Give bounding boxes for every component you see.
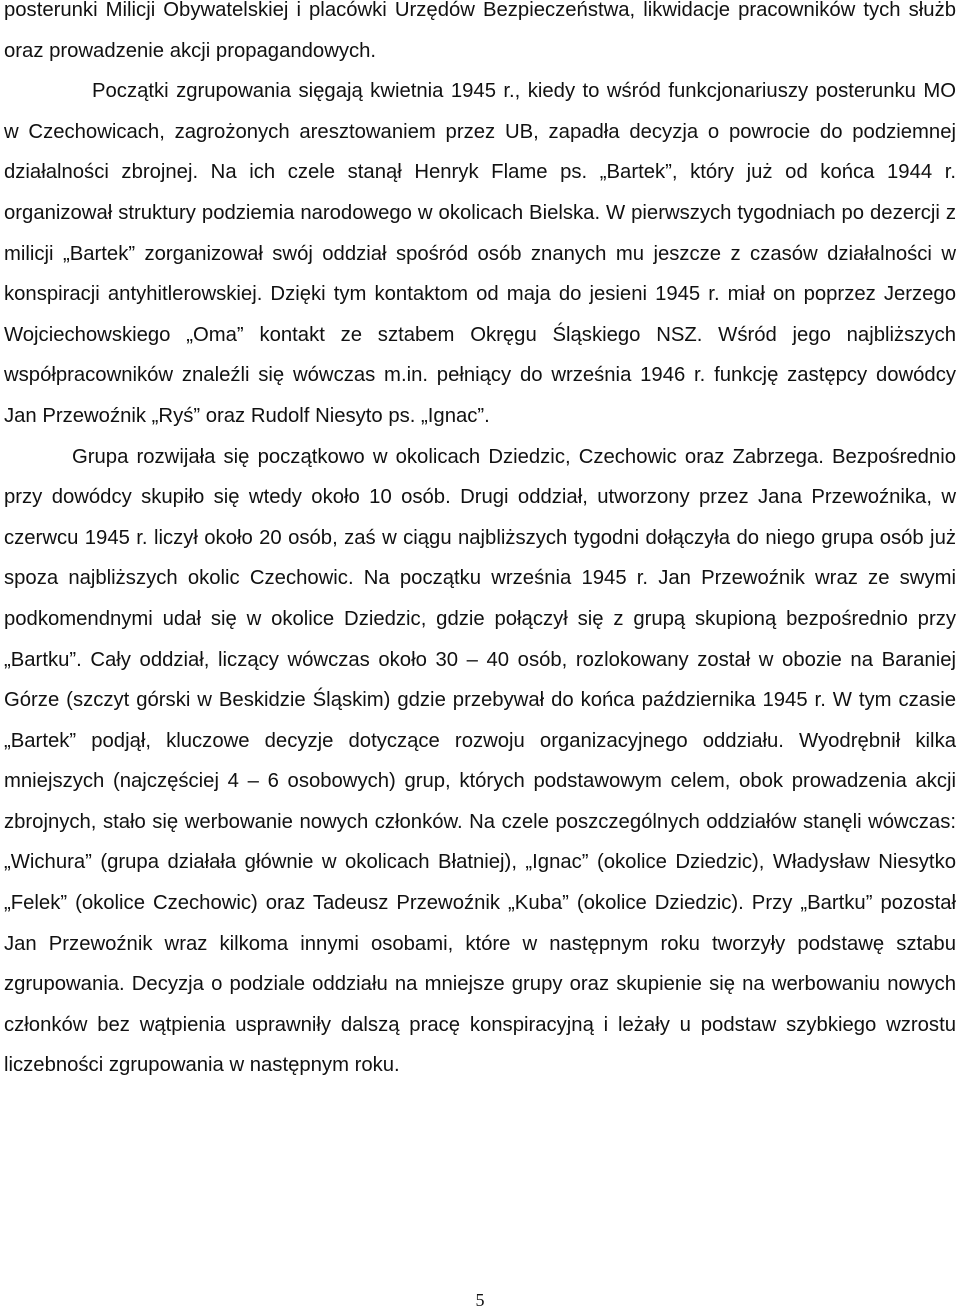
document-body (4, 0, 956, 1086)
paragraph-development: Grupa rozwijała się początkowo w okolicach Dziedzic, Czechowic oraz Zabrzega. Bezpośrednio przy dowódcy skupiło się wtedy około 10 osób. Drugi oddział, utworzony przez Jana Przewoźnika, w czerwcu 1945 r. liczył około 20 osób, zaś w ciągu najbliższych tygodni dołączyła do niego grupa osób już spoza najbliższych okolic Czechowic. Na początku września 1945 r. Jan Przewoźnik wraz ze swymi podkomendnymi udał się w okolice Dziedzic, gdzie połączył się z grupą skupioną bezpośrednio przy „Bartku”. Cały oddział, liczący wówczas około 30 – 40 osób, rozlokowany został w obozie na Baraniej Górze (szczyt górski w Beskidzie Śląskim) gdzie przebywał do końca października 1945 r. W tym czasie „Bartek” podjął, kluczowe decyzje dotyczące rozwoju organizacyjnego oddziału. Wyodrębnił kilka mniejszych (najczęściej 4 – 6 osobowych) grup, których podstawowym celem, obok prowadzenia akcji zbrojnych, stało się werbowanie nowych członków. Na czele poszczególnych oddziałów stanęli wówczas: „Wichura” (grupa działała głównie w okolicach Błatniej), „Ignac” (okolice Dziedzic), Władysław Niesytko „Felek” (okolice Czechowic) oraz Tadeusz Przewoźnik „Kuba” (okolice Dziedzic). Przy „Bartku” pozostał Jan Przewoźnik wraz kilkoma innymi osobami, które w następnym roku tworzyły podstawę sztabu zgrupowania. Decyzja o podziale oddziału na mniejsze grupy oraz skupienie się na werbowaniu nowych członków bez wątpienia usprawniły dalszą pracę konspiracyjną i leżały u podstaw szybkiego wzrostu liczebności zgrupowania w następnym roku. (4, 445, 956, 1077)
paragraph-origins: Początki zgrupowania sięgają kwietnia 1945 r., kiedy to wśród funkcjonariuszy posterunku MO w Czechowicach, zagrożonych aresztowaniem przez UB, zapadła decyzja o powrocie do podziemnej działalności zbrojnej. Na ich czele stanął Henryk Flame ps. „Bartek”, który już od końca 1944 r. organizował struktury podziemia narodowego w okolicach Bielska. W pierwszych tygodniach po dezercji z milicji „Bartek” zorganizował swój oddział spośród osób znanych mu jeszcze z czasów działalności w konspiracji antyhitlerowskiej. Dzięki tym kontaktom od maja do jesieni 1945 r. miał on poprzez Jerzego Wojciechowskiego „Oma” kontakt ze sztabem Okręgu Śląskiego NSZ. Wśród jego najbliższych współpracowników znaleźli się wówczas m.in. pełniący do września 1946 r. funkcję zastępcy dowódcy Jan Przewoźnik „Ryś” oraz Rudolf Niesyto ps. „Ignac”. (4, 80, 956, 427)
page-number: 5 (475, 1290, 485, 1310)
paragraph-continuation: posterunki Milicji Obywatelskiej i placówki Urzędów Bezpieczeństwa, likwidacje pracowników tych służb oraz prowadzenie akcji propagandowych. (4, 0, 956, 62)
